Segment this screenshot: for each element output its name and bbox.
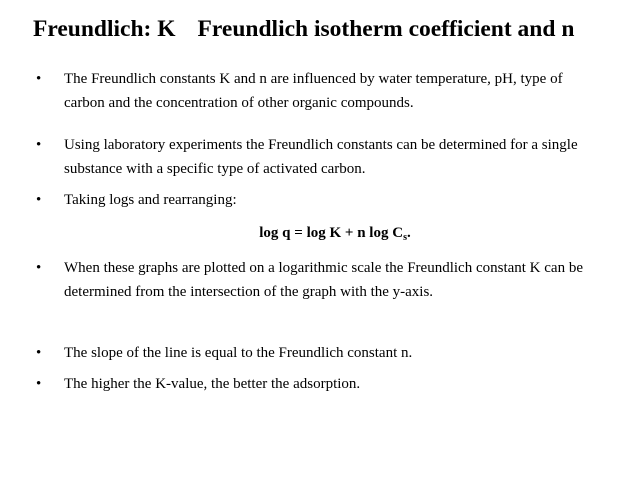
equation-formula bbox=[259, 225, 410, 241]
bullet-item bbox=[36, 341, 606, 365]
bullet-item bbox=[36, 372, 606, 396]
freundlich-equation bbox=[0, 221, 638, 250]
bullet-marker: • bbox=[36, 376, 42, 392]
bullet-text: Taking logs and rearranging: bbox=[64, 192, 237, 208]
bullet-marker: • bbox=[36, 137, 42, 153]
bullet-item bbox=[36, 67, 606, 115]
equation-main: log q = log K + n log C bbox=[259, 225, 404, 241]
bullet-marker: • bbox=[36, 71, 42, 87]
bullet-marker: • bbox=[36, 345, 42, 361]
bullet-text: The slope of the line is equal to the Freundlich constant n. bbox=[64, 345, 413, 361]
slide-title-part2: Freundlich isotherm coefficient and n bbox=[197, 16, 575, 42]
equation-trailing: . bbox=[406, 225, 411, 241]
bullet-item bbox=[36, 133, 606, 181]
bullet-item bbox=[36, 256, 606, 304]
equation-subscript: s bbox=[403, 232, 407, 243]
bullet-text: The Freundlich constants K and n are influenced by water temperature, pH, type of carbon and the concentration of other organic compounds. bbox=[64, 71, 563, 111]
slide-title-part1: Freundlich: K bbox=[33, 16, 176, 42]
bullet-text: The higher the K-value, the better the adsorption. bbox=[64, 376, 361, 392]
bullet-marker: • bbox=[36, 260, 42, 276]
bullet-marker: • bbox=[36, 192, 42, 208]
bullet-text: Using laboratory experiments the Freundlich constants can be determined for a single substance with a specific type of activated carbon. bbox=[64, 137, 578, 177]
bullet-item bbox=[36, 188, 606, 212]
bullet-text: When these graphs are plotted on a logarithmic scale the Freundlich constant K can be determined from the intersection of the graph with the y-axis. bbox=[64, 260, 583, 300]
